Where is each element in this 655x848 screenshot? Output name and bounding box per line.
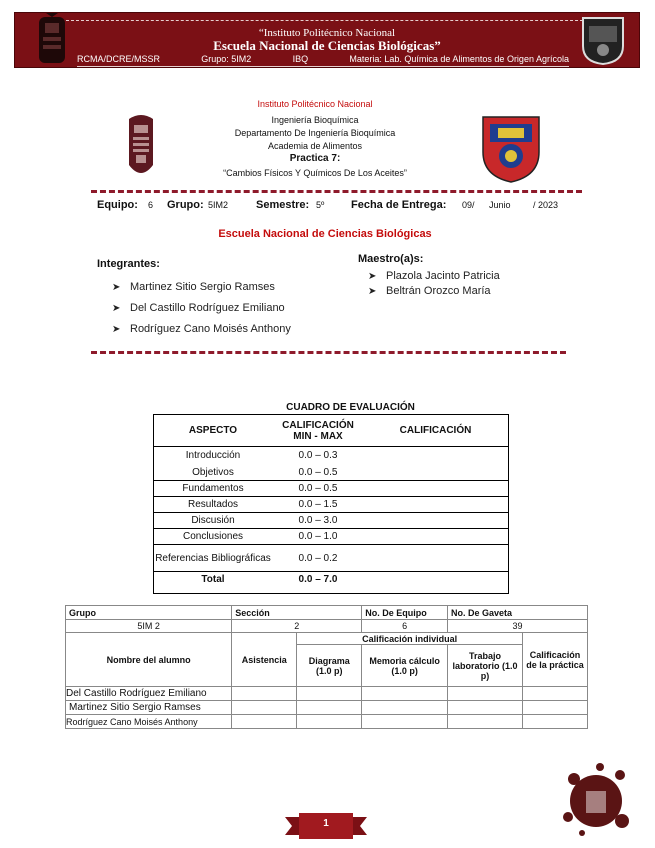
delivery-day: 09/ [462, 200, 475, 210]
table-row: Fundamentos 0.0 – 0.5 [153, 481, 508, 497]
grades-h-memory: Memoria cálculo (1.0 p) [362, 645, 448, 687]
delivery-year: / 2023 [533, 200, 559, 210]
members-list [112, 281, 291, 344]
banner-info-row [77, 54, 569, 67]
encb-logo-banner-icon [579, 14, 627, 66]
group-label: Grupo: [167, 199, 204, 211]
grades-h-attendance: Asistencia [232, 633, 297, 687]
semester-value: 5º [316, 200, 325, 210]
list-item: ➤ Martinez Sitio Sergio Ramses [112, 281, 275, 293]
teachers-list [368, 270, 500, 300]
col-range: CALIFICACIÓN MIN - MAX [273, 415, 363, 447]
table-row: Introducción 0.0 – 0.3 [185, 450, 338, 462]
team-value: 6 [148, 200, 154, 210]
header-banner [14, 12, 640, 68]
col-grade: CALIFICACIÓN [363, 415, 508, 447]
grades-h-student: Nombre del alumno [66, 633, 232, 687]
evaluation-table [153, 414, 508, 588]
grades-h-section: Sección [232, 606, 362, 620]
list-item: ➤ Rodríguez Cano Moisés Anthony [112, 323, 291, 335]
ipn-logo-banner-icon [33, 13, 71, 67]
list-item: ➤ Del Castillo Rodríguez Emiliano [112, 302, 285, 314]
grades-v-group: 5IM 2 [66, 620, 232, 633]
banner-line-2: Escuela Nacional de Ciencias Biológicas” [213, 38, 441, 53]
grades-h-lab: Trabajo laboratorio (1.0 p) [448, 645, 523, 687]
table-row: Del Castillo Rodríguez Emiliano [66, 687, 588, 701]
table-row: Martinez Sitio Sergio Ramses [66, 701, 588, 715]
semester-label: Semestre: [256, 199, 310, 211]
list-item: ➤ Plazola Jacinto Patricia [368, 270, 500, 282]
separator-top [91, 190, 582, 193]
col-aspect: ASPECTO [153, 415, 273, 447]
teachers-label: Maestro(a)s: [358, 253, 424, 265]
table-row: Discusión 0.0 – 3.0 [153, 513, 508, 529]
grades-h-group: Grupo [66, 606, 232, 620]
table-row: Referencias Bibliográficas 0.0 – 0.2 [153, 545, 508, 572]
career-text: Ingeniería Bioquímica [271, 115, 359, 125]
arrow-bullet-icon: ➤ [112, 324, 121, 335]
banner-line-1: “Instituto Politécnico Nacional [258, 27, 396, 39]
encb-shield-icon [480, 114, 542, 184]
evaluation-title: CUADRO DE EVALUACIÓN [286, 402, 415, 413]
ipn-logo-icon [119, 111, 163, 181]
grades-h-individual: Calificación individual [297, 633, 523, 645]
table-row-total: Total 0.0 – 7.0 [201, 574, 338, 586]
banner-program: IBQ [292, 54, 309, 64]
school-name: Escuela Nacional de Ciencias Biológicas [218, 228, 432, 240]
table-row: Rodríguez Cano Moisés Anthony [66, 715, 588, 729]
grades-h-diagram: Diagrama (1.0 p) [297, 645, 362, 687]
grades-h-team: No. De Equipo [362, 606, 448, 620]
table-row: Objetivos 0.0 – 0.5 [153, 465, 508, 481]
banner-group: Grupo: 5IM2 [201, 54, 252, 64]
grades-h-locker: No. De Gaveta [448, 606, 588, 620]
institute-title: Instituto Politécnico Nacional [257, 99, 373, 109]
team-label: Equipo: [97, 199, 138, 211]
delivery-month: Junio [489, 200, 511, 210]
grades-v-section: 2 [232, 620, 362, 633]
department-text: Departamento De Ingeniería Bioquímica [234, 128, 396, 138]
grades-h-practice: Calificación de la práctica [523, 633, 588, 687]
ink-splash-icon [556, 757, 632, 839]
banner-subject: Materia: Lab. Química de Alimentos de Origen Agrícola [349, 54, 569, 64]
separator-bottom [91, 351, 566, 354]
arrow-bullet-icon: ➤ [112, 282, 121, 293]
list-item: ➤ Beltrán Orozco María [368, 285, 491, 297]
arrow-bullet-icon: ➤ [368, 286, 377, 297]
arrow-bullet-icon: ➤ [112, 303, 121, 314]
practice-number: Practica 7: [289, 153, 341, 164]
grades-v-locker: 39 [448, 620, 588, 633]
arrow-bullet-icon: ➤ [368, 271, 377, 282]
academy-text: Academia de Alimentos [267, 141, 363, 151]
table-row: Resultados 0.0 – 1.5 [153, 497, 508, 513]
banner-codes: RCMA/DCRE/MSSR [77, 54, 161, 64]
group-value: 5IM2 [208, 200, 229, 210]
grades-table [65, 605, 588, 729]
delivery-date-label: Fecha de Entrega: [351, 199, 447, 211]
members-label: Integrantes: [97, 258, 160, 270]
table-row: Conclusiones 0.0 – 1.0 [153, 529, 508, 545]
practice-title: “Cambios Físicos Y Químicos De Los Aceites” [223, 168, 407, 178]
grades-v-team: 6 [362, 620, 448, 633]
page-number: 1 [323, 818, 329, 829]
